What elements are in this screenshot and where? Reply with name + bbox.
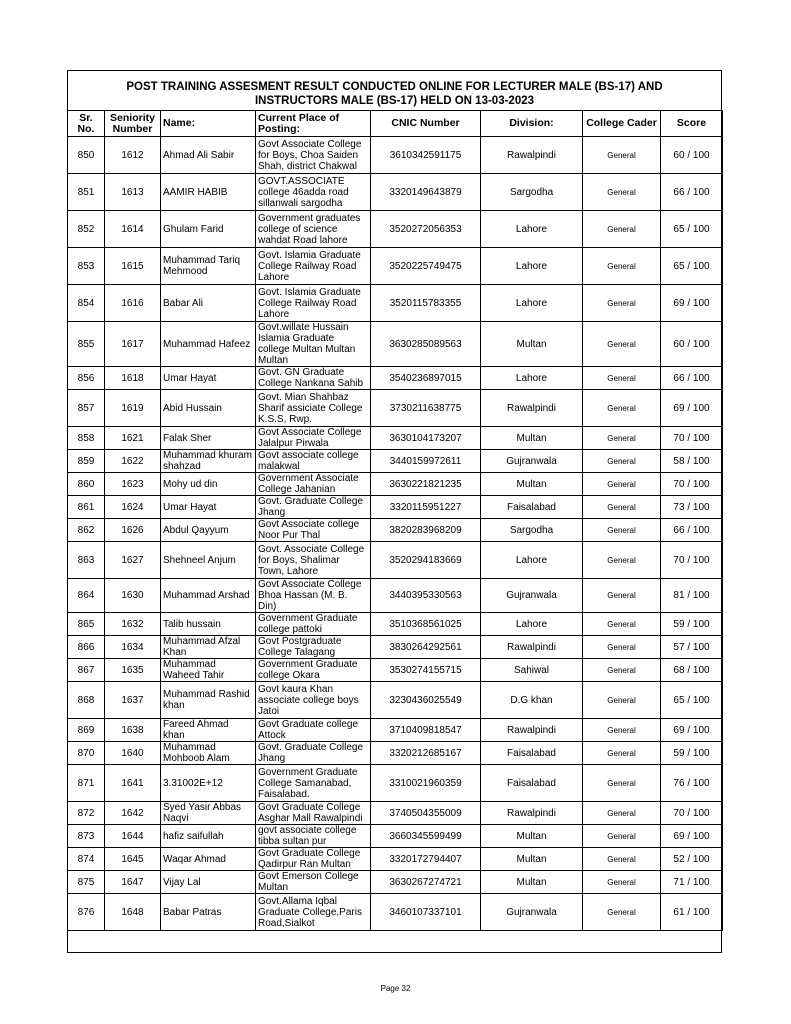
cell-posting: govt associate college tibba sultan pur <box>256 825 371 848</box>
cell-score: 69 / 100 <box>661 285 723 322</box>
table-row <box>68 825 723 848</box>
cell-sr: 860 <box>68 473 105 496</box>
cell-posting: Govt Associate College Bhoa Hassan (M. B. Din) <box>256 579 371 613</box>
cell-seniority: 1637 <box>105 682 161 719</box>
header-cnic: CNIC Number <box>371 111 481 137</box>
cell-name: Abid Hussain <box>161 390 256 427</box>
cell-cnic: 3460107337101 <box>371 894 481 931</box>
cell-cnic: 3520294183669 <box>371 542 481 579</box>
cell-score: 66 / 100 <box>661 519 723 542</box>
table-body <box>68 137 723 931</box>
cell-cnic: 3830264292561 <box>371 636 481 659</box>
cell-score: 59 / 100 <box>661 742 723 765</box>
cell-seniority: 1617 <box>105 322 161 367</box>
cell-cader: General <box>583 871 661 894</box>
cell-posting: Govt Emerson College Multan <box>256 871 371 894</box>
cell-cader: General <box>583 765 661 802</box>
cell-cnic: 3320212685167 <box>371 742 481 765</box>
cell-score: 66 / 100 <box>661 367 723 390</box>
cell-cnic: 3320149643879 <box>371 174 481 211</box>
cell-posting: Government Graduate college Okara <box>256 659 371 682</box>
cell-sr: 871 <box>68 765 105 802</box>
cell-seniority: 1612 <box>105 137 161 174</box>
cell-posting: Govt.willate Hussain Islamia Graduate college Multan Multan Multan <box>256 322 371 367</box>
cell-division: Lahore <box>481 367 583 390</box>
cell-cnic: 3710409818547 <box>371 719 481 742</box>
cell-seniority: 1634 <box>105 636 161 659</box>
cell-division: Multan <box>481 322 583 367</box>
cell-posting: Govt kaura Khan associate college boys Jatoi <box>256 682 371 719</box>
cell-score: 65 / 100 <box>661 211 723 248</box>
cell-score: 65 / 100 <box>661 248 723 285</box>
cell-division: Sargodha <box>481 519 583 542</box>
cell-cader: General <box>583 802 661 825</box>
cell-sr: 872 <box>68 802 105 825</box>
cell-score: 69 / 100 <box>661 390 723 427</box>
cell-score: 73 / 100 <box>661 496 723 519</box>
table-row <box>68 473 723 496</box>
cell-cader: General <box>583 742 661 765</box>
cell-cader: General <box>583 848 661 871</box>
cell-cader: General <box>583 659 661 682</box>
cell-division: Gujranwala <box>481 894 583 931</box>
cell-seniority: 1614 <box>105 211 161 248</box>
cell-score: 69 / 100 <box>661 825 723 848</box>
cell-seniority: 1619 <box>105 390 161 427</box>
cell-posting: Govt Associate College Jalalpur Pirwala <box>256 427 371 450</box>
cell-score: 60 / 100 <box>661 322 723 367</box>
cell-score: 57 / 100 <box>661 636 723 659</box>
table-row <box>68 427 723 450</box>
cell-name: hafiz saifullah <box>161 825 256 848</box>
cell-cader: General <box>583 579 661 613</box>
cell-name: Falak Sher <box>161 427 256 450</box>
table-row <box>68 174 723 211</box>
cell-seniority: 1644 <box>105 825 161 848</box>
cell-cnic: 3320172794407 <box>371 848 481 871</box>
cell-seniority: 1618 <box>105 367 161 390</box>
cell-posting: Govt Graduate College Asghar Mall Rawalpindi <box>256 802 371 825</box>
cell-name: AAMIR HABIB <box>161 174 256 211</box>
cell-sr: 866 <box>68 636 105 659</box>
cell-score: 61 / 100 <box>661 894 723 931</box>
results-table <box>67 110 723 931</box>
cell-name: Muhammad khuram shahzad <box>161 450 256 473</box>
table-row <box>68 871 723 894</box>
cell-cnic: 3610342591175 <box>371 137 481 174</box>
cell-posting: Govt associate college malakwal <box>256 450 371 473</box>
cell-posting: Government Graduate College Samanabad, Faisalabad. <box>256 765 371 802</box>
cell-sr: 873 <box>68 825 105 848</box>
cell-cnic: 3660345599499 <box>371 825 481 848</box>
cell-cader: General <box>583 825 661 848</box>
cell-score: 68 / 100 <box>661 659 723 682</box>
cell-division: Multan <box>481 825 583 848</box>
cell-sr: 869 <box>68 719 105 742</box>
cell-sr: 853 <box>68 248 105 285</box>
cell-cnic: 3520115783355 <box>371 285 481 322</box>
cell-score: 65 / 100 <box>661 682 723 719</box>
cell-name: Muhammad Hafeez <box>161 322 256 367</box>
cell-division: D.G khan <box>481 682 583 719</box>
table-row <box>68 579 723 613</box>
cell-name: Umar Hayat <box>161 367 256 390</box>
cell-sr: 868 <box>68 682 105 719</box>
cell-seniority: 1627 <box>105 542 161 579</box>
cell-seniority: 1645 <box>105 848 161 871</box>
cell-posting: Govt. Associate College for Boys, Shalimar Town, Lahore <box>256 542 371 579</box>
cell-score: 59 / 100 <box>661 613 723 636</box>
cell-posting: Govt Graduate college Attock <box>256 719 371 742</box>
table-row <box>68 894 723 931</box>
cell-name: Muhammad Mohboob Alam <box>161 742 256 765</box>
cell-cnic: 3440395330563 <box>371 579 481 613</box>
cell-cnic: 3540236897015 <box>371 367 481 390</box>
table-row <box>68 542 723 579</box>
cell-cader: General <box>583 390 661 427</box>
cell-posting: Government graduates college of science wahdat Road lahore <box>256 211 371 248</box>
table-row <box>68 765 723 802</box>
cell-cader: General <box>583 542 661 579</box>
cell-cader: General <box>583 636 661 659</box>
cell-cnic: 3630285089563 <box>371 322 481 367</box>
cell-sr: 852 <box>68 211 105 248</box>
cell-name: Muhammad Tariq Mehmood <box>161 248 256 285</box>
cell-name: Muhammad Arshad <box>161 579 256 613</box>
cell-division: Faisalabad <box>481 765 583 802</box>
cell-division: Lahore <box>481 542 583 579</box>
table-row <box>68 682 723 719</box>
table-row <box>68 322 723 367</box>
cell-cader: General <box>583 322 661 367</box>
cell-sr: 875 <box>68 871 105 894</box>
cell-division: Sargodha <box>481 174 583 211</box>
header-sr: Sr. No. <box>68 111 105 137</box>
cell-score: 70 / 100 <box>661 473 723 496</box>
table-row <box>68 519 723 542</box>
cell-sr: 861 <box>68 496 105 519</box>
cell-division: Rawalpindi <box>481 719 583 742</box>
cell-division: Lahore <box>481 285 583 322</box>
header-division: Division: <box>481 111 583 137</box>
cell-score: 58 / 100 <box>661 450 723 473</box>
cell-division: Sahiwal <box>481 659 583 682</box>
cell-seniority: 1626 <box>105 519 161 542</box>
table-row <box>68 496 723 519</box>
header-name: Name: <box>161 111 256 137</box>
table-row <box>68 613 723 636</box>
cell-score: 70 / 100 <box>661 802 723 825</box>
cell-sr: 854 <box>68 285 105 322</box>
cell-cader: General <box>583 496 661 519</box>
title-line-2: INSTRUCTORS MALE (BS-17) HELD ON 13-03-2023 <box>254 95 535 107</box>
cell-sr: 867 <box>68 659 105 682</box>
cell-name: Shehneel Anjum <box>161 542 256 579</box>
cell-seniority: 1642 <box>105 802 161 825</box>
cell-division: Multan <box>481 871 583 894</box>
cell-name: Fareed Ahmad khan <box>161 719 256 742</box>
cell-seniority: 1638 <box>105 719 161 742</box>
cell-score: 60 / 100 <box>661 137 723 174</box>
header-score: Score <box>661 111 723 137</box>
cell-score: 71 / 100 <box>661 871 723 894</box>
cell-posting: Govt. GN Graduate College Nankana Sahib <box>256 367 371 390</box>
cell-sr: 857 <box>68 390 105 427</box>
cell-score: 76 / 100 <box>661 765 723 802</box>
header-cader: College Cader <box>583 111 661 137</box>
cell-cader: General <box>583 613 661 636</box>
table-row <box>68 636 723 659</box>
cell-name: Muhammad Rashid khan <box>161 682 256 719</box>
cell-posting: Govt. Mian Shahbaz Sharif assiciate College K.S.S, Rwp. <box>256 390 371 427</box>
cell-score: 66 / 100 <box>661 174 723 211</box>
cell-seniority: 1630 <box>105 579 161 613</box>
cell-seniority: 1623 <box>105 473 161 496</box>
title-line-1: POST TRAINING ASSESMENT RESULT CONDUCTED ONLINE FOR LECTURER MALE (BS-17) AND <box>126 81 663 93</box>
cell-seniority: 1632 <box>105 613 161 636</box>
cell-posting: Govt. Islamia Graduate College Railway Road Lahore <box>256 285 371 322</box>
cell-name: Babar Ali <box>161 285 256 322</box>
cell-cader: General <box>583 367 661 390</box>
cell-seniority: 1624 <box>105 496 161 519</box>
cell-name: Vijay Lal <box>161 871 256 894</box>
cell-posting: Govt Associate College for Boys, Choa Saiden Shah, district Chakwal <box>256 137 371 174</box>
cell-sr: 870 <box>68 742 105 765</box>
cell-cader: General <box>583 174 661 211</box>
cell-cnic: 3730211638775 <box>371 390 481 427</box>
cell-posting: Govt Postgraduate College Talagang <box>256 636 371 659</box>
cell-sr: 858 <box>68 427 105 450</box>
cell-cnic: 3510368561025 <box>371 613 481 636</box>
cell-sr: 851 <box>68 174 105 211</box>
cell-cnic: 3630221821235 <box>371 473 481 496</box>
cell-score: 70 / 100 <box>661 427 723 450</box>
page-number: Page 32 <box>380 984 411 993</box>
cell-division: Rawalpindi <box>481 390 583 427</box>
cell-division: Multan <box>481 427 583 450</box>
header-seniority: Seniority Number <box>105 111 161 137</box>
cell-cnic: 3310021960359 <box>371 765 481 802</box>
cell-posting: Govt. Graduate College Jhang <box>256 742 371 765</box>
cell-cader: General <box>583 519 661 542</box>
cell-score: 81 / 100 <box>661 579 723 613</box>
cell-cader: General <box>583 894 661 931</box>
cell-division: Gujranwala <box>481 579 583 613</box>
cell-division: Faisalabad <box>481 742 583 765</box>
cell-cader: General <box>583 450 661 473</box>
cell-seniority: 1635 <box>105 659 161 682</box>
cell-cnic: 3820283968209 <box>371 519 481 542</box>
table-row <box>68 285 723 322</box>
cell-posting: Govt. Graduate College Jhang <box>256 496 371 519</box>
table-row <box>68 367 723 390</box>
cell-seniority: 1641 <box>105 765 161 802</box>
cell-seniority: 1621 <box>105 427 161 450</box>
cell-sr: 863 <box>68 542 105 579</box>
cell-score: 52 / 100 <box>661 848 723 871</box>
cell-cnic: 3630267274721 <box>371 871 481 894</box>
table-row <box>68 659 723 682</box>
cell-cnic: 3530274155715 <box>371 659 481 682</box>
cell-cader: General <box>583 682 661 719</box>
cell-name: Umar Hayat <box>161 496 256 519</box>
cell-cader: General <box>583 137 661 174</box>
cell-name: Ahmad Ali Sabir <box>161 137 256 174</box>
cell-score: 70 / 100 <box>661 542 723 579</box>
cell-seniority: 1640 <box>105 742 161 765</box>
cell-division: Multan <box>481 473 583 496</box>
table-row <box>68 450 723 473</box>
cell-cnic: 3740504355009 <box>371 802 481 825</box>
table-row <box>68 390 723 427</box>
cell-cader: General <box>583 211 661 248</box>
cell-name: Mohy ud din <box>161 473 256 496</box>
cell-sr: 856 <box>68 367 105 390</box>
cell-cader: General <box>583 473 661 496</box>
table-row <box>68 248 723 285</box>
header-row <box>68 111 723 137</box>
table-row <box>68 802 723 825</box>
cell-division: Rawalpindi <box>481 636 583 659</box>
cell-seniority: 1616 <box>105 285 161 322</box>
cell-sr: 874 <box>68 848 105 871</box>
table-row <box>68 211 723 248</box>
cell-seniority: 1615 <box>105 248 161 285</box>
cell-posting: Govt Associate college Noor Pur Thal <box>256 519 371 542</box>
cell-division: Rawalpindi <box>481 802 583 825</box>
cell-division: Faisalabad <box>481 496 583 519</box>
cell-cnic: 3630104173207 <box>371 427 481 450</box>
cell-posting: Government Associate College Jahanian <box>256 473 371 496</box>
cell-sr: 864 <box>68 579 105 613</box>
cell-cnic: 3520272056353 <box>371 211 481 248</box>
cell-sr: 862 <box>68 519 105 542</box>
cell-cnic: 3320115951227 <box>371 496 481 519</box>
cell-posting: GOVT.ASSOCIATE college 46adda road sillanwali sargodha <box>256 174 371 211</box>
table-row <box>68 719 723 742</box>
cell-division: Lahore <box>481 248 583 285</box>
cell-name: Abdul Qayyum <box>161 519 256 542</box>
cell-posting: Government Graduate college pattoki <box>256 613 371 636</box>
cell-posting: Govt.Allama Iqbal Graduate College,Paris Road,Sialkot <box>256 894 371 931</box>
table-row <box>68 742 723 765</box>
cell-name: Ghulam Farid <box>161 211 256 248</box>
cell-cnic: 3230436025549 <box>371 682 481 719</box>
cell-sr: 850 <box>68 137 105 174</box>
cell-name: Muhammad Afzal Khan <box>161 636 256 659</box>
cell-name: Talib hussain <box>161 613 256 636</box>
cell-division: Lahore <box>481 211 583 248</box>
cell-cnic: 3520225749475 <box>371 248 481 285</box>
cell-name: 3.31002E+12 <box>161 765 256 802</box>
cell-cnic: 3440159972611 <box>371 450 481 473</box>
document-title <box>67 80 722 108</box>
table-row <box>68 848 723 871</box>
cell-sr: 865 <box>68 613 105 636</box>
cell-name: Babar Patras <box>161 894 256 931</box>
cell-cader: General <box>583 285 661 322</box>
cell-division: Rawalpindi <box>481 137 583 174</box>
cell-sr: 855 <box>68 322 105 367</box>
cell-cader: General <box>583 427 661 450</box>
header-posting: Current Place of Posting: <box>256 111 371 137</box>
cell-seniority: 1613 <box>105 174 161 211</box>
cell-seniority: 1648 <box>105 894 161 931</box>
table-row <box>68 137 723 174</box>
cell-name: Waqar Ahmad <box>161 848 256 871</box>
cell-division: Lahore <box>481 613 583 636</box>
cell-name: Syed Yasir Abbas Naqvi <box>161 802 256 825</box>
cell-score: 69 / 100 <box>661 719 723 742</box>
cell-posting: Govt Graduate College Qadirpur Ran Multan <box>256 848 371 871</box>
cell-sr: 859 <box>68 450 105 473</box>
cell-sr: 876 <box>68 894 105 931</box>
cell-cader: General <box>583 248 661 285</box>
cell-seniority: 1622 <box>105 450 161 473</box>
cell-division: Gujranwala <box>481 450 583 473</box>
cell-seniority: 1647 <box>105 871 161 894</box>
cell-posting: Govt. Islamia Graduate College Railway Road Lahore <box>256 248 371 285</box>
cell-cader: General <box>583 719 661 742</box>
cell-division: Multan <box>481 848 583 871</box>
cell-name: Muhammad Waheed Tahir <box>161 659 256 682</box>
